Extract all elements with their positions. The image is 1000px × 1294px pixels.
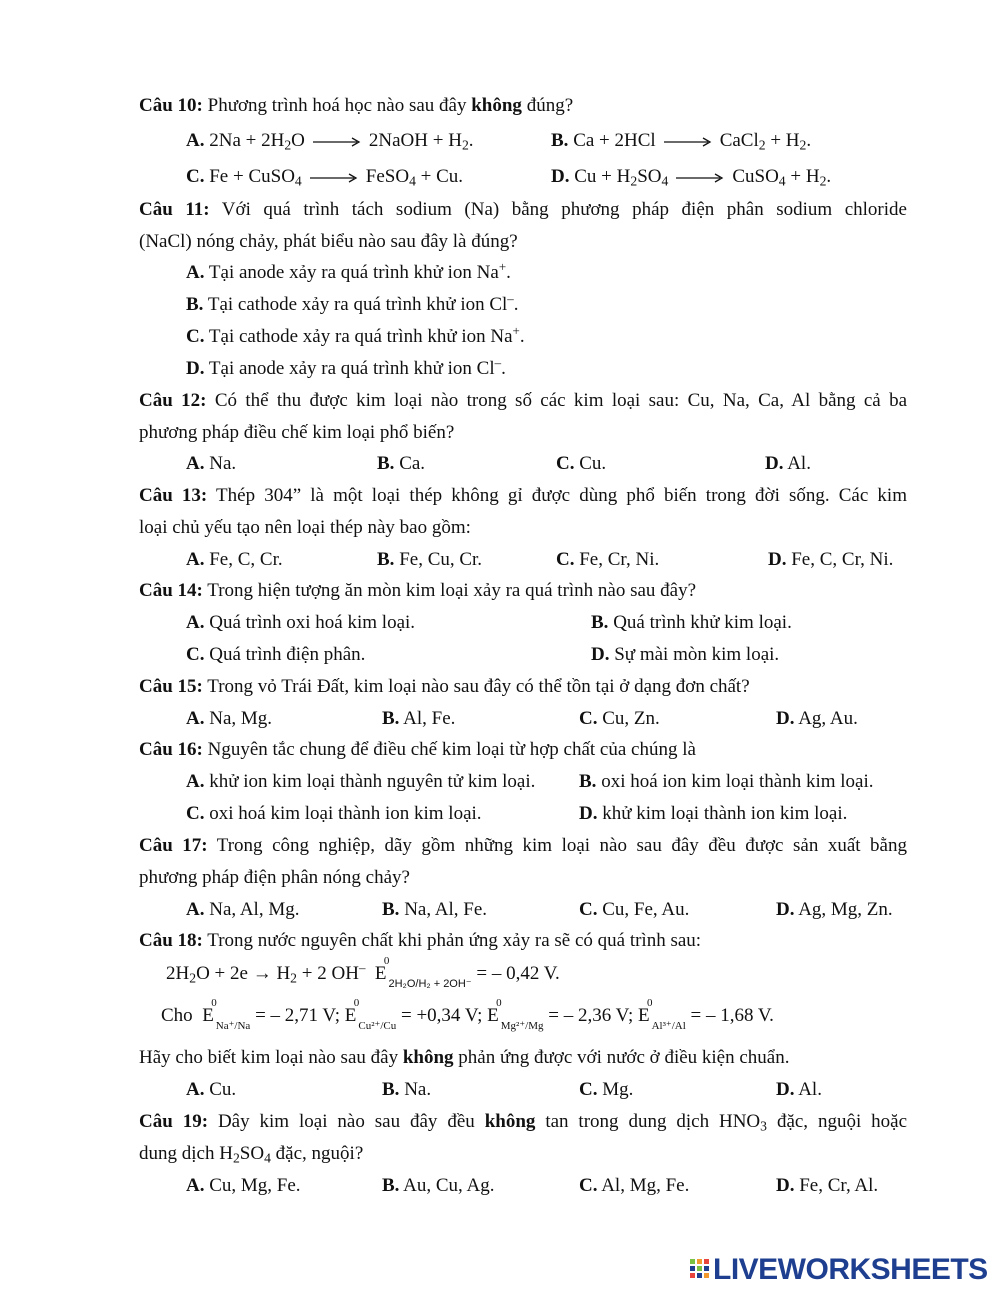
q15-option-c[interactable]: C. Cu, Zn. bbox=[579, 708, 660, 729]
q10-option-c[interactable]: C. Fe + CuSO$_4$ FeSO$_4$ + Cu. bbox=[186, 166, 464, 189]
q11-option-c[interactable]: C. Tại cathode xảy ra quá trình khử ion Na+. bbox=[186, 322, 525, 347]
q14-option-b[interactable]: B. Quá trình khử kim loại. bbox=[591, 612, 792, 633]
potential-na: E 0 $_{Na^+/Na}$ bbox=[202, 997, 251, 1032]
q17-stem-line1: Câu 17: Trong công nghiệp, dãy gồm những kim loại nào sau đây đều được sản xuất bằng bbox=[139, 835, 907, 856]
q16-stem: Câu 16: Nguyên tắc chung để điều chế kim loại từ hợp chất của chúng là bbox=[139, 739, 696, 760]
q12-option-b[interactable]: B. Ca. bbox=[377, 453, 426, 474]
potential-mg: E 0 $_{Mg^{2+}/Mg}$ bbox=[487, 997, 544, 1032]
q17-option-a[interactable]: A. Na, Al, Mg. bbox=[186, 899, 300, 920]
q19-stem-line1: Câu 19: Dây kim loại nào sau đây đều không tan trong dung dịch $HNO_3$ đặc, nguội hoặc bbox=[139, 1111, 908, 1134]
reaction-arrow-icon bbox=[676, 173, 724, 183]
q16-option-a[interactable]: A. khử ion kim loại thành nguyên tử kim loại. bbox=[186, 771, 536, 792]
q18-option-d[interactable]: D. Al. bbox=[776, 1079, 822, 1100]
q15-option-a[interactable]: A. Na, Mg. bbox=[186, 708, 273, 729]
q16-option-c[interactable]: C. oxi hoá kim loại thành ion kim loại. bbox=[186, 803, 482, 824]
q18-stem: Câu 18: Trong nước nguyên chất khi phản ứng xảy ra sẽ có quá trình sau: bbox=[139, 930, 702, 951]
q17-option-c[interactable]: C. Cu, Fe, Au. bbox=[579, 899, 690, 920]
q19-option-b[interactable]: B. Au, Cu, Ag. bbox=[382, 1175, 495, 1196]
potential-cu: E 0 $_{Cu^{2+}/Cu}$ bbox=[344, 997, 397, 1032]
q14-option-c[interactable]: C. Quá trình điện phân. bbox=[186, 644, 366, 665]
q19-stem-line2: dung dịch $H_2SO_4$ đặc, nguội? bbox=[139, 1143, 364, 1166]
q12-option-a[interactable]: A. Na. bbox=[186, 453, 237, 474]
q18-given-potentials: Cho E 0 $_{Na^+/Na}$ = – 2,71 V; E 0 $_{Cu^{2+}/Cu}$ = +0,34 V; E 0 $_{Mg^{2+}/Mg}$ = – 2,36 V; E 0 $_{Al^{3+}/Al}$ = – 1,68 V. bbox=[161, 997, 774, 1032]
q17-option-b[interactable]: B. Na, Al, Fe. bbox=[382, 899, 488, 920]
liveworksheets-logo[interactable] bbox=[690, 1254, 988, 1286]
q19-option-c[interactable]: C. Al, Mg, Fe. bbox=[579, 1175, 690, 1196]
q12-option-d[interactable]: D. Al. bbox=[765, 453, 811, 474]
potential-al: E 0 $_{Al^{3+}/Al}$ bbox=[637, 997, 686, 1032]
q18-half-reaction: $2H_2O + 2e \to H_2 + 2$ OH– E 0 $_{2H_2O/H_2 + 2OH^-}$ = – 0,42 V. bbox=[166, 955, 560, 990]
q17-stem-line2: phương pháp điện phân nóng chảy? bbox=[139, 867, 410, 888]
q10-stem: Câu 10: Phương trình hoá học nào sau đây không đúng? bbox=[139, 95, 574, 116]
q12-stem-line1: Câu 12: Có thể thu được kim loại nào trong số các kim loại sau: Cu, Na, Ca, Al bằng cả ba bbox=[139, 390, 908, 411]
q12-stem-line2: phương pháp điều chế kim loại phổ biến? bbox=[139, 422, 455, 443]
q15-stem: Câu 15: Trong vỏ Trái Đất, kim loại nào sau đây có thể tồn tại ở dạng đơn chất? bbox=[139, 676, 750, 697]
q13-stem-line2: loại chủ yếu tạo nên loại thép này bao gồm: bbox=[139, 517, 471, 538]
q15-option-b[interactable]: B. Al, Fe. bbox=[382, 708, 456, 729]
q18-question: Hãy cho biết kim loại nào sau đây không phản ứng được với nước ở điều kiện chuẩn. bbox=[139, 1047, 790, 1068]
q11-option-d[interactable]: D. Tại anode xảy ra quá trình khử ion Cl–. bbox=[186, 354, 506, 379]
q10-option-a[interactable]: A. $2Na + 2H_2O$ 2NaOH + $H_2$. bbox=[186, 130, 474, 153]
liveworksheets-logo-icon bbox=[690, 1257, 710, 1283]
q10-label: Câu 10: bbox=[139, 95, 203, 116]
q18-option-b[interactable]: B. Na. bbox=[382, 1079, 432, 1100]
q14-stem: Câu 14: Trong hiện tượng ăn mòn kim loại xảy ra quá trình nào sau đây? bbox=[139, 580, 697, 601]
q13-option-d[interactable]: D. Fe, C, Cr, Ni. bbox=[768, 549, 894, 570]
q11-option-a[interactable]: A. Tại anode xảy ra quá trình khử ion Na+. bbox=[186, 258, 511, 283]
q18-option-c[interactable]: C. Mg. bbox=[579, 1079, 634, 1100]
q13-stem-line1: Câu 13: Thép 304” là một loại thép không gỉ được dùng phổ biến trong đời sống. Các kim bbox=[139, 485, 907, 506]
standard-potential-water: E 0 $_{2H_2O/H_2 + 2OH^-}$ bbox=[374, 955, 472, 990]
reaction-arrow-icon bbox=[310, 173, 358, 183]
q19-option-a[interactable]: A. Cu, Mg, Fe. bbox=[186, 1175, 301, 1196]
q16-option-d[interactable]: D. khử kim loại thành ion kim loại. bbox=[579, 803, 848, 824]
reaction-arrow-icon bbox=[313, 137, 361, 147]
q10-option-d[interactable]: D. $Cu + H_2SO_4$ CuSO$_4$ + $H_2$. bbox=[551, 166, 832, 189]
q13-option-b[interactable]: B. Fe, Cu, Cr. bbox=[377, 549, 483, 570]
reaction-arrow-icon bbox=[664, 137, 712, 147]
q17-option-d[interactable]: D. Ag, Mg, Zn. bbox=[776, 899, 893, 920]
q10-option-b[interactable]: B. Ca + 2HCl CaCl$_2$ + $H_2$. bbox=[551, 130, 812, 153]
q15-option-d[interactable]: D. Ag, Au. bbox=[776, 708, 858, 729]
q14-option-d[interactable]: D. Sự mài mòn kim loại. bbox=[591, 644, 780, 665]
logo-text: LIVEWORKSHEETS bbox=[713, 1253, 988, 1286]
q11-stem-line2: (NaCl) nóng chảy, phát biểu nào sau đây là đúng? bbox=[139, 231, 518, 252]
q16-option-b[interactable]: B. oxi hoá ion kim loại thành kim loại. bbox=[579, 771, 874, 792]
q19-option-d[interactable]: D. Fe, Cr, Al. bbox=[776, 1175, 879, 1196]
q13-option-a[interactable]: A. Fe, C, Cr. bbox=[186, 549, 283, 570]
q11-stem-line1: Câu 11: Với quá trình tách sodium (Na) bằng phương pháp điện phân sodium chloride bbox=[139, 199, 907, 220]
q14-option-a[interactable]: A. Quá trình oxi hoá kim loại. bbox=[186, 612, 416, 633]
q18-option-a[interactable]: A. Cu. bbox=[186, 1079, 237, 1100]
q13-option-c[interactable]: C. Fe, Cr, Ni. bbox=[556, 549, 660, 570]
q12-option-c[interactable]: C. Cu. bbox=[556, 453, 607, 474]
q11-option-b[interactable]: B. Tại cathode xảy ra quá trình khử ion Cl–. bbox=[186, 290, 519, 315]
